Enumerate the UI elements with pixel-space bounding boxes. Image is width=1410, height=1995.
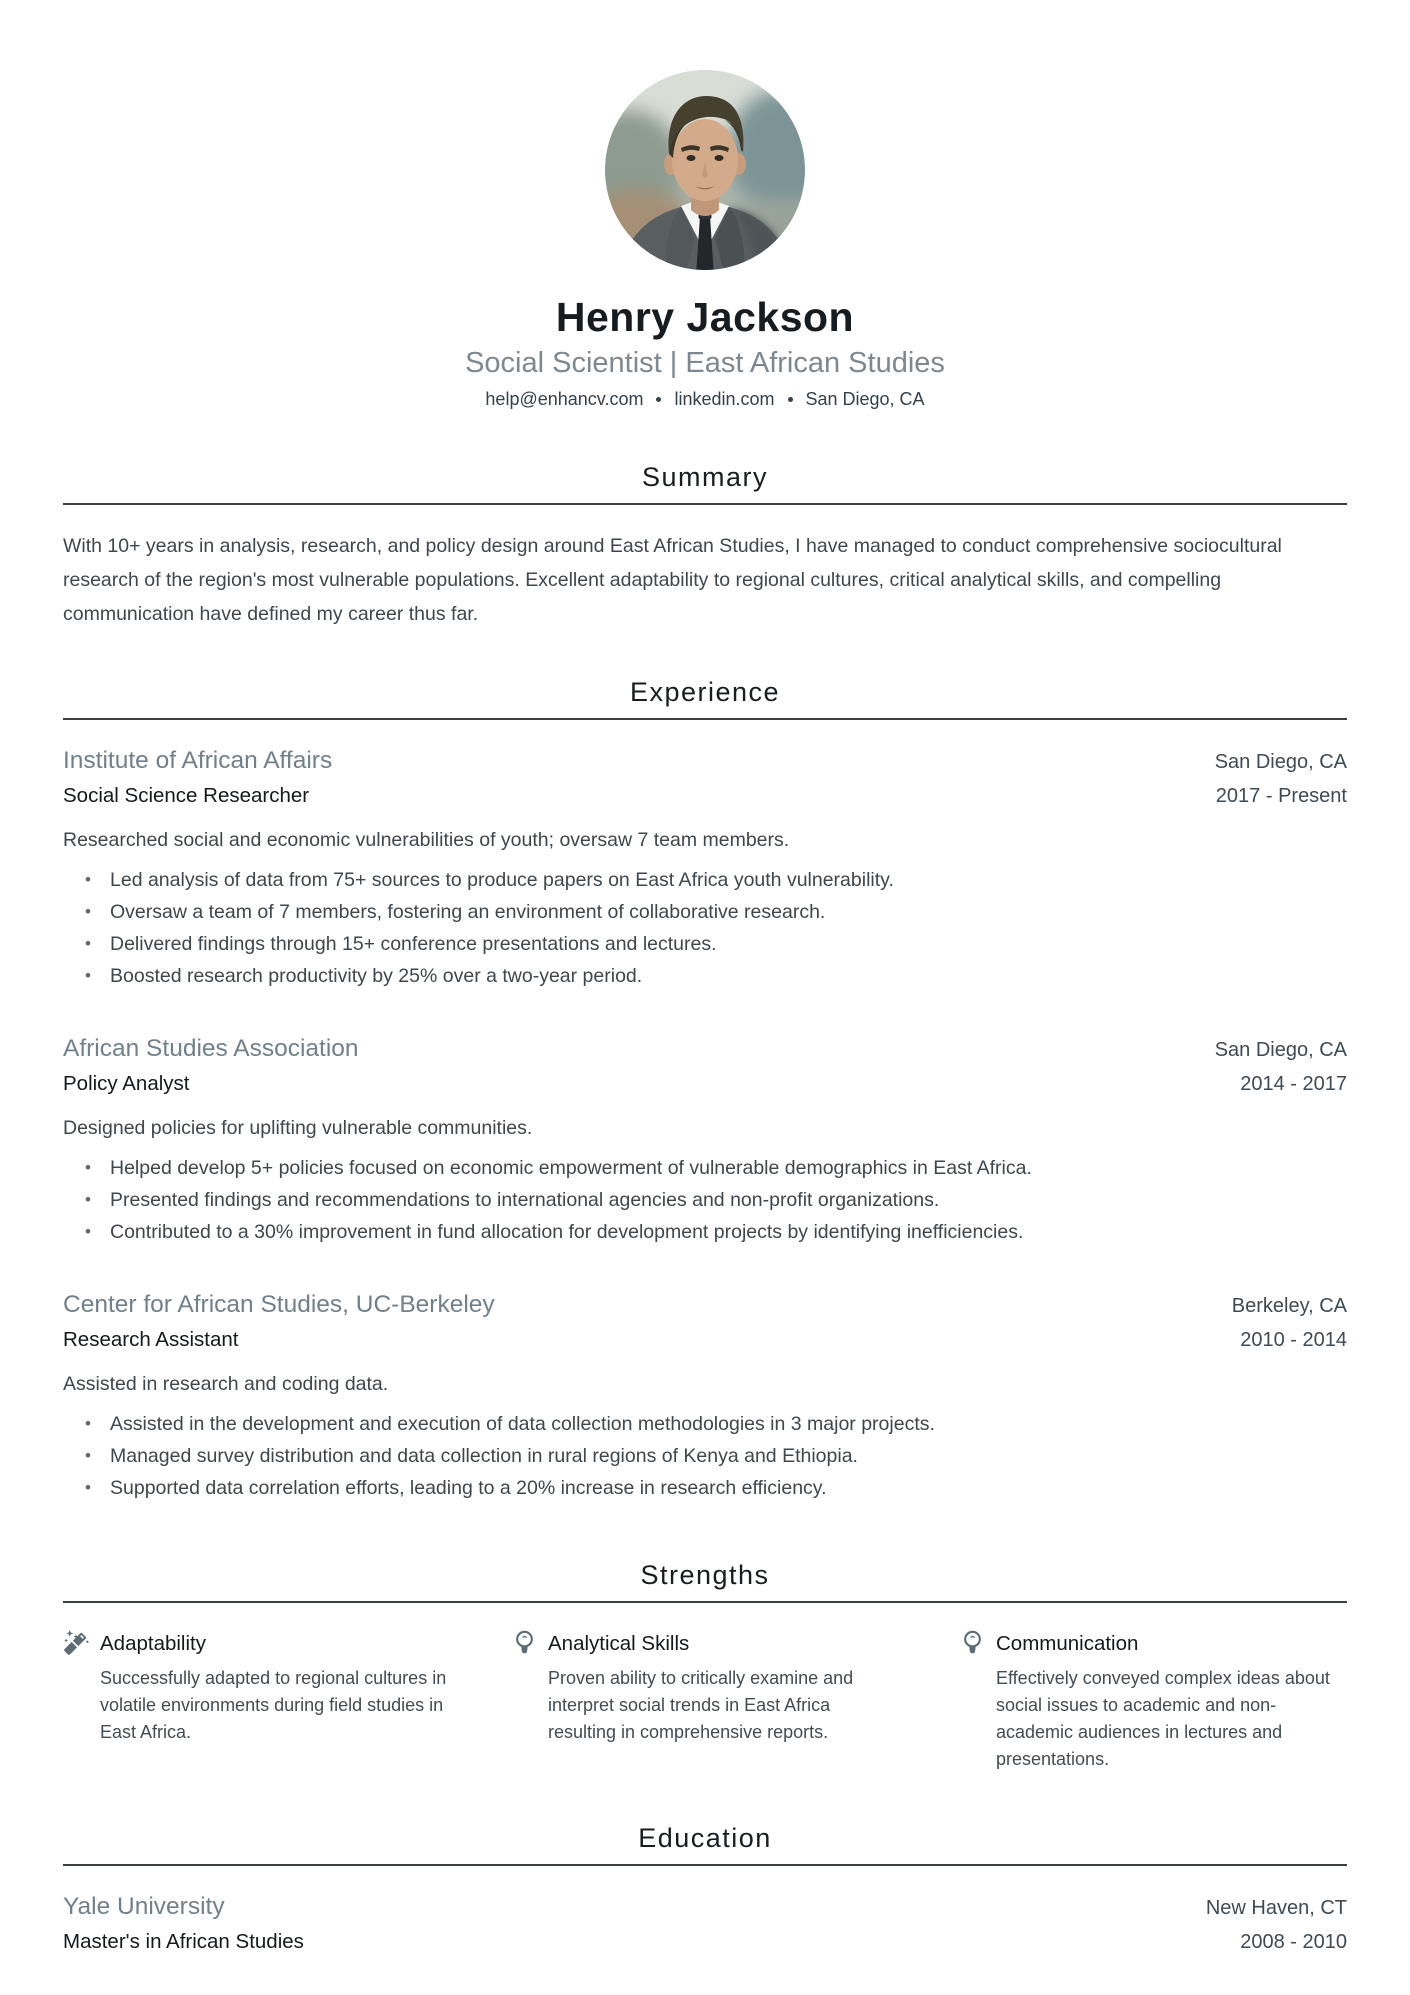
person-name: Henry Jackson xyxy=(555,294,855,340)
education-entry xyxy=(63,1893,1347,1954)
bullet-item: • Helped develop 5+ policies focused on economic empowerment of vulnerable demographics in East Africa. xyxy=(63,1152,1347,1184)
experience-entry xyxy=(63,1035,1347,1248)
entry-location: New Haven, CT xyxy=(1205,1897,1347,1919)
strength-text: Successfully adapted to regional cultures in volatile environments during field studies in East Africa. xyxy=(100,1668,447,1742)
bullet-item: • Presented findings and recommendations to international agencies and non-profit organizations. xyxy=(63,1184,1347,1216)
section-divider xyxy=(63,718,1347,720)
experience-heading: Experience xyxy=(629,677,781,707)
entry-location: San Diego, CA xyxy=(1214,1039,1347,1061)
section-divider xyxy=(63,503,1347,505)
strength-title: Analytical Skills xyxy=(548,1632,690,1655)
strength-item xyxy=(959,1629,1347,1773)
company-name: African Studies Association xyxy=(63,1035,359,1062)
dot-separator-icon xyxy=(656,397,661,402)
dot-separator-icon xyxy=(788,397,793,402)
bullet-list xyxy=(63,1408,1347,1504)
strength-text: Proven ability to critically examine and interpret social trends in East Africa resulting in comprehensive reports. xyxy=(548,1668,854,1742)
magic-wand-icon xyxy=(63,1629,90,1656)
experience-section xyxy=(63,677,1347,1504)
education-heading: Education xyxy=(638,1823,772,1853)
contact-email[interactable]: help@enhancv.com xyxy=(485,389,644,409)
bullet-item: • Supported data correlation efforts, leading to a 20% increase in research efficiency. xyxy=(63,1472,1347,1504)
summary-section xyxy=(63,462,1347,631)
contact-row xyxy=(63,389,1347,410)
contact-location: San Diego, CA xyxy=(805,389,925,409)
bullet-list xyxy=(63,864,1347,992)
role-title: Research Assistant xyxy=(63,1328,239,1351)
portrait-photo-illustration xyxy=(605,70,805,270)
entry-dates: 2008 - 2010 xyxy=(1240,1931,1347,1953)
strengths-columns xyxy=(63,1629,1347,1773)
summary-heading: Summary xyxy=(641,462,768,492)
role-title: Social Science Researcher xyxy=(63,784,310,807)
lightbulb-icon xyxy=(511,1629,538,1656)
strength-text: Effectively conveyed complex ideas about social issues to academic and non-academic audiences in lectures and presentations. xyxy=(996,1668,1330,1769)
lightbulb-icon xyxy=(959,1629,986,1656)
strength-item xyxy=(511,1629,899,1773)
experience-entry xyxy=(63,747,1347,992)
entry-location: Berkeley, CA xyxy=(1231,1295,1347,1317)
role-title: Policy Analyst xyxy=(63,1072,190,1095)
bullet-item: • Boosted research productivity by 25% over a two-year period. xyxy=(63,960,1347,992)
section-divider xyxy=(63,1601,1347,1603)
strength-item xyxy=(63,1629,451,1773)
entry-dates: 2010 - 2014 xyxy=(1240,1329,1347,1351)
strengths-heading: Strengths xyxy=(640,1560,770,1590)
strength-title: Communication xyxy=(996,1632,1139,1655)
strength-title: Adaptability xyxy=(100,1632,206,1655)
experience-entry xyxy=(63,1291,1347,1504)
bullet-list xyxy=(63,1152,1347,1248)
section-divider xyxy=(63,1864,1347,1866)
avatar xyxy=(605,70,805,270)
bullet-item: • Delivered findings through 15+ conference presentations and lectures. xyxy=(63,928,1347,960)
degree-title: Master's in African Studies xyxy=(63,1930,304,1953)
entry-summary: Assisted in research and coding data. xyxy=(63,1373,389,1395)
company-name: Center for African Studies, UC-Berkeley xyxy=(63,1291,495,1318)
strengths-section xyxy=(63,1560,1347,1773)
bullet-item: • Managed survey distribution and data collection in rural regions of Kenya and Ethiopia. xyxy=(63,1440,1347,1472)
person-job-title: Social Scientist | East African Studies xyxy=(465,347,945,379)
entry-dates: 2014 - 2017 xyxy=(1240,1073,1347,1095)
contact-linkedin[interactable]: linkedin.com xyxy=(674,389,775,409)
bullet-item: • Led analysis of data from 75+ sources to produce papers on East Africa youth vulnerability. xyxy=(63,864,1347,896)
entry-summary: Designed policies for uplifting vulnerable communities. xyxy=(63,1117,533,1139)
bullet-item: • Contributed to a 30% improvement in fund allocation for development projects by identifying inefficiencies. xyxy=(63,1216,1347,1248)
education-section xyxy=(63,1823,1347,1954)
entry-location: San Diego, CA xyxy=(1214,751,1347,773)
entry-dates: 2017 - Present xyxy=(1215,785,1347,807)
entry-summary: Researched social and economic vulnerabilities of youth; oversaw 7 team members. xyxy=(63,829,790,851)
company-name: Institute of African Affairs xyxy=(63,747,333,774)
bullet-item: • Oversaw a team of 7 members, fostering an environment of collaborative research. xyxy=(63,896,1347,928)
bullet-item: • Assisted in the development and execution of data collection methodologies in 3 major projects. xyxy=(63,1408,1347,1440)
school-name: Yale University xyxy=(63,1893,225,1920)
summary-text: With 10+ years in analysis, research, and policy design around East African Studies, I have managed to conduct comprehensive sociocultural research of the region's most vulnerable populations. Excellent adaptability to regional cultures, critical analytical skills, and compelling communication have defined my career thus far. xyxy=(63,535,1282,625)
